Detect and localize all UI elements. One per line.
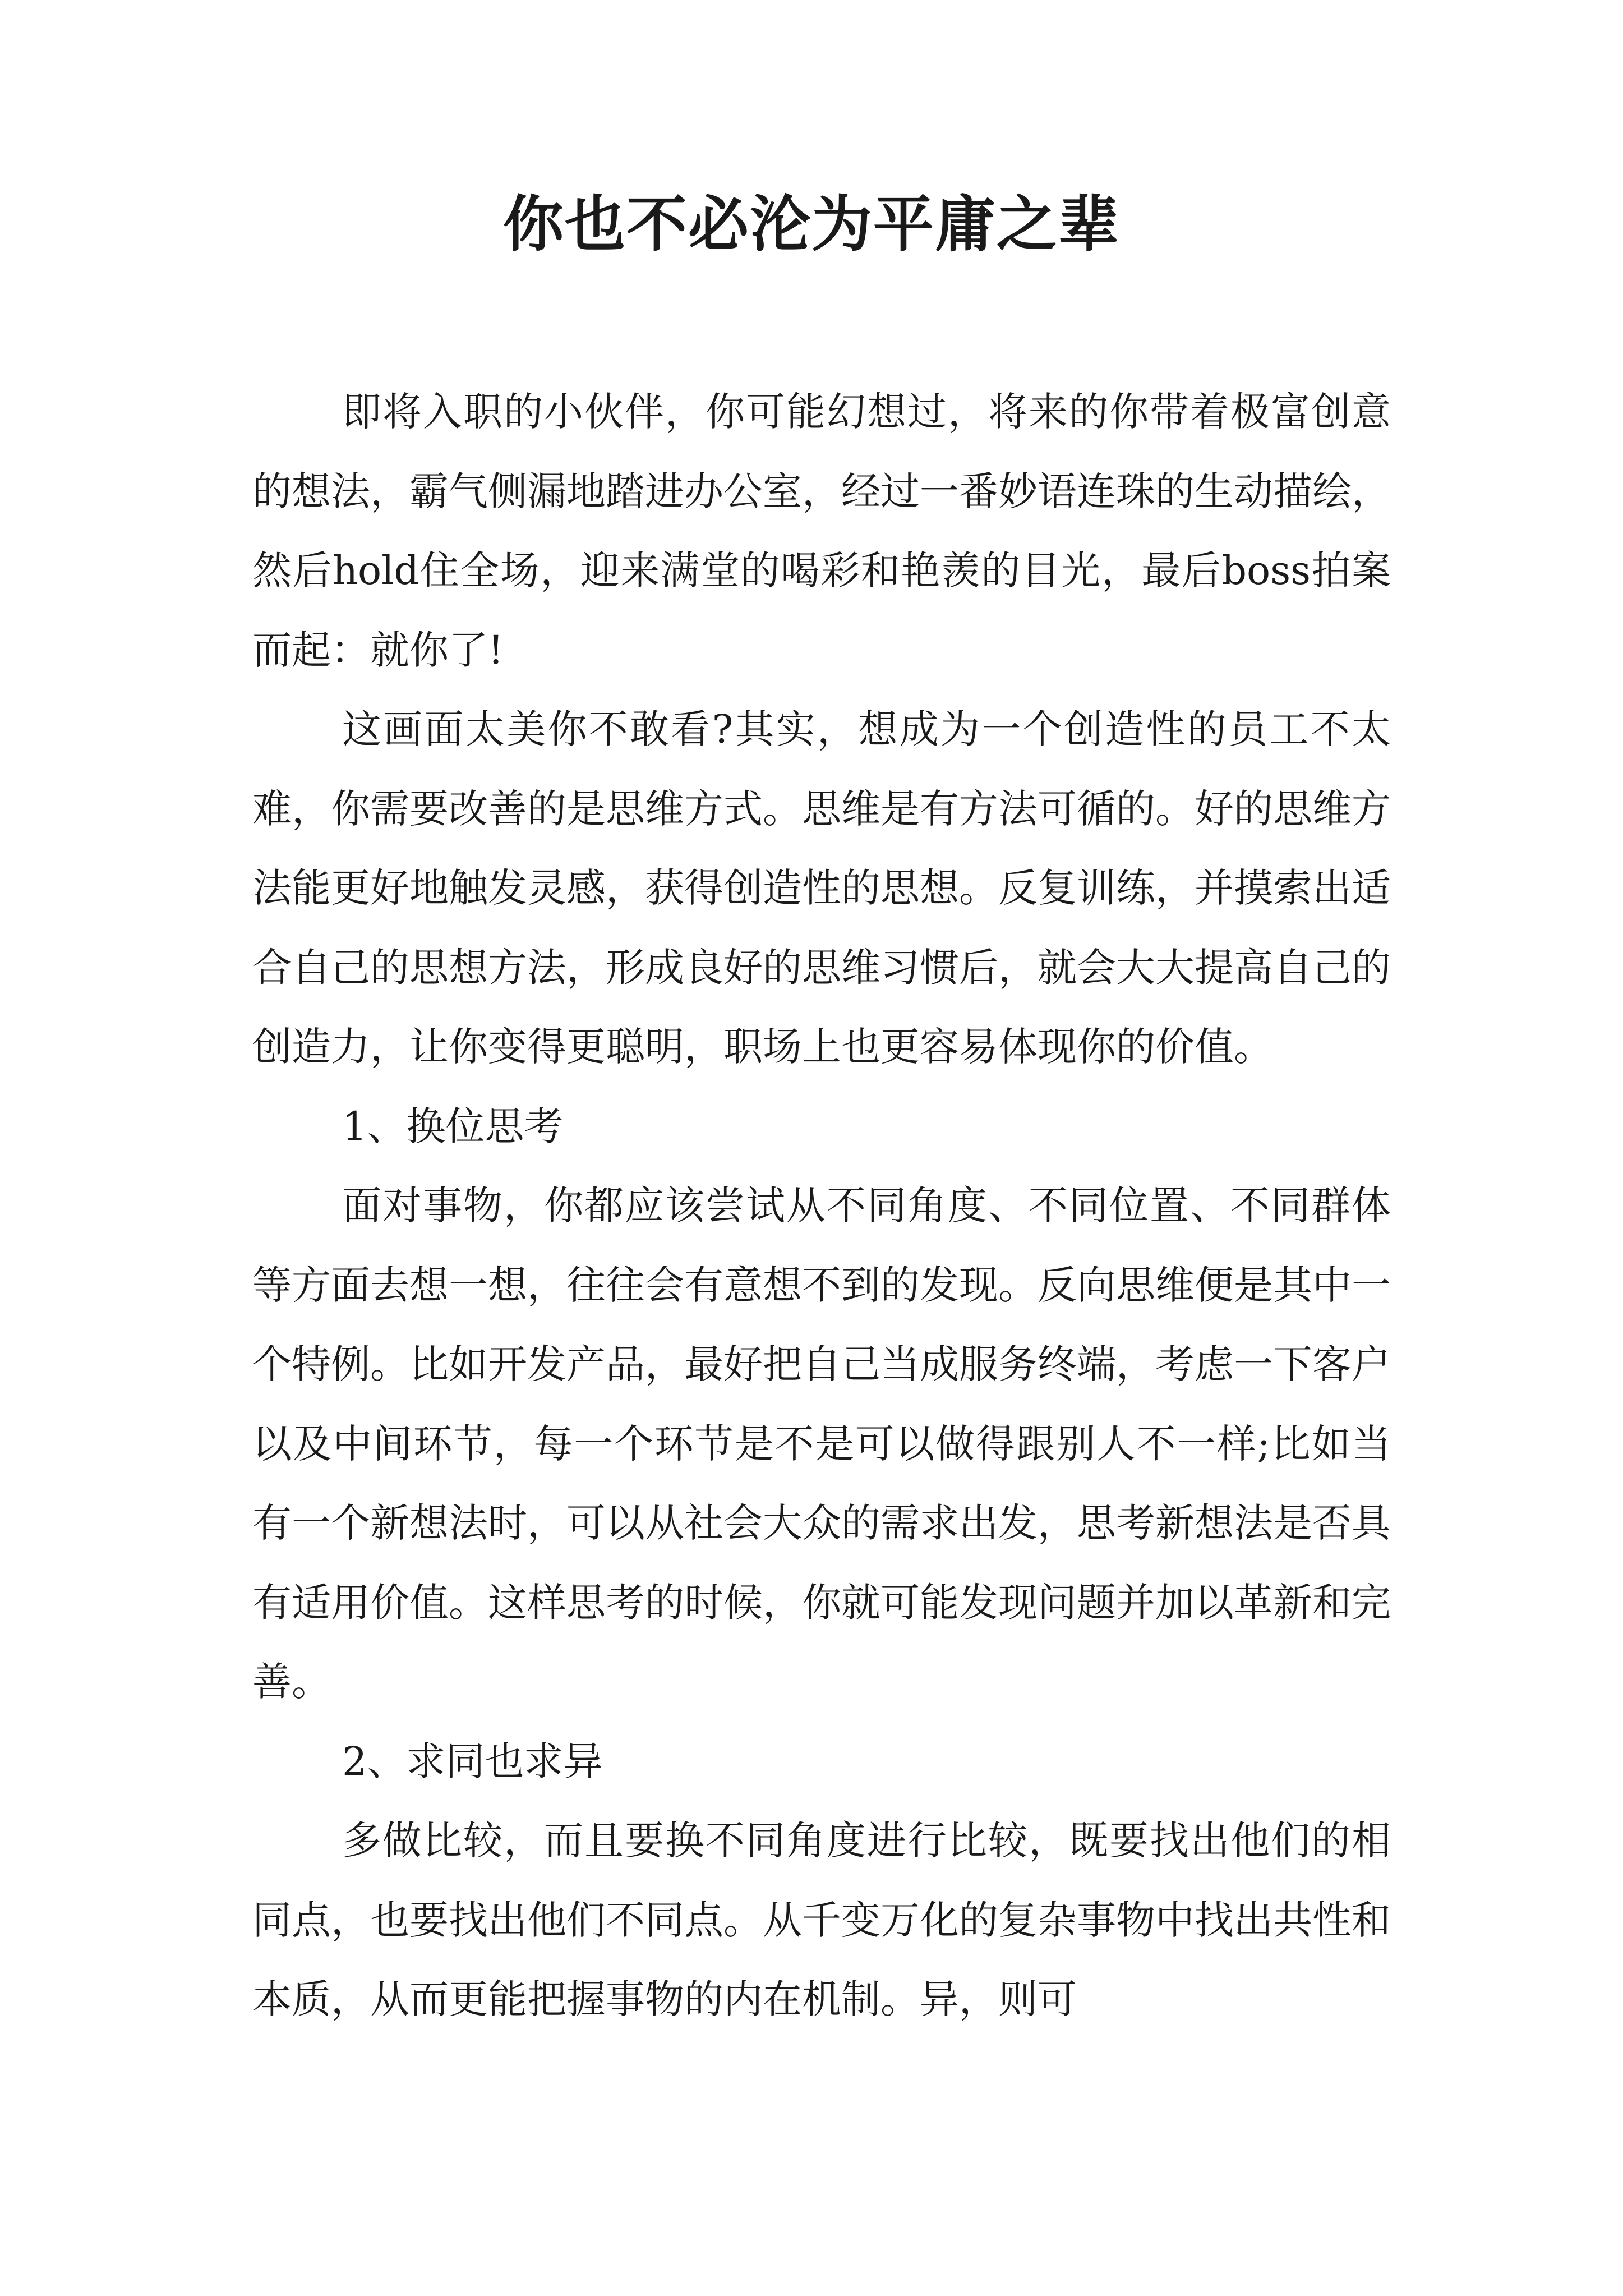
document-title: 你也不必沦为平庸之辈: [502, 189, 1120, 260]
document-body: [252, 372, 1391, 2040]
section-heading-1: 1、换位思考: [342, 1103, 564, 1149]
paragraph-thinking-method: 这画面太美你不敢看?其实，想成为一个创造性的员工不太难，你需要改善的是思维方式。思维是有方法可循的。好的思维方法能更好地触发灵感，获得创造性的思想。反复训练，并摸索出适合自己的思想方法，形成良好的思维习惯后，就会大大提高自己的创造力，让你变得更聪明，职场上也更容易体现你的价值。: [252, 706, 1391, 1070]
paragraph-perspective: 面对事物，你都应该尝试从不同角度、不同位置、不同群体等方面去想一想，往往会有意想不到的发现。反向思维便是其中一个特例。比如开发产品，最好把自己当成服务终端，考虑一下客户以及中间环节，每一个环节是不是可以做得跟别人不一样;比如当有一个新想法时，可以从社会大众的需求出发，思考新想法是否具有适用价值。这样思考的时候，你就可能发现问题并加以革新和完善。: [252, 1182, 1391, 1705]
paragraph-compare: 多做比较，而且要换不同角度进行比较，既要找出他们的相同点，也要找出他们不同点。从千变万化的复杂事物中找出共性和本质，从而更能把握事物的内在机制。异，则可: [252, 1818, 1391, 2022]
paragraph-intro: 即将入职的小伙伴，你可能幻想过，将来的你带着极富创意的想法，霸气侧漏地踏进办公室，经过一番妙语连珠的生动描绘，然后hold住全场，迎来满堂的喝彩和艳羡的目光，最后boss拍案而起：就你了!: [252, 389, 1391, 673]
section-heading-2: 2、求同也求异: [342, 1738, 603, 1784]
